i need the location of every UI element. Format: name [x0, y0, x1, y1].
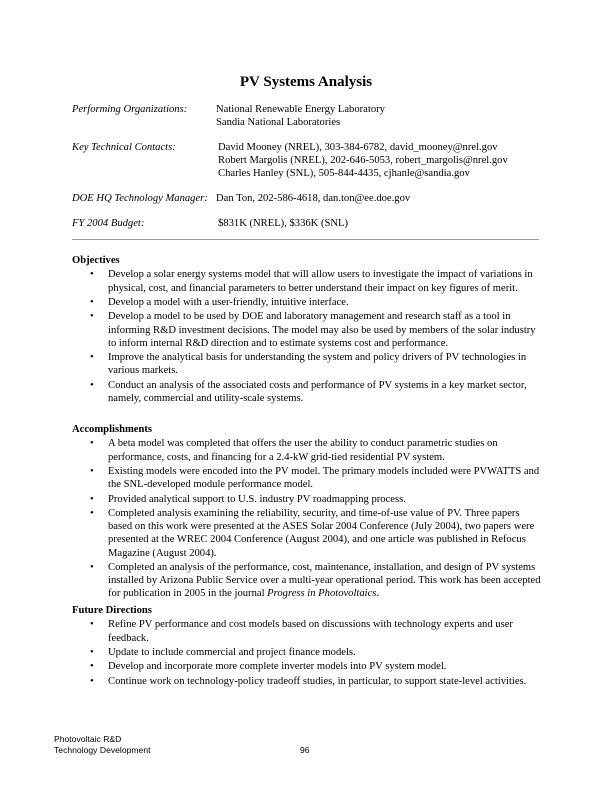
list-item: • Existing models were encoded into the PV model. The primary models included were PVWATTS and the SNL-developed module performance model.: [90, 465, 540, 491]
footer-program: [54, 734, 151, 756]
page-title: PV Systems Analysis: [239, 74, 373, 90]
budget-value: $831K (NREL), $336K (SNL): [218, 218, 349, 229]
bullet-icon: •: [90, 379, 94, 391]
bullet-icon: •: [90, 296, 94, 308]
bullet-icon: •: [90, 619, 94, 631]
bullet-icon: •: [90, 438, 94, 450]
bullet-icon: •: [90, 352, 94, 364]
contact-margolis: Robert Margolis (NREL), 202-646-5053, robert_margolis@nrel.gov: [218, 155, 508, 166]
page-number: 96: [300, 745, 310, 755]
bullet-icon: •: [90, 646, 94, 658]
organization-sandia: Sandia National Laboratories: [216, 117, 341, 128]
objectives-section: [72, 254, 542, 405]
doe-manager-value: Dan Ton, 202-586-4618, dan.ton@ee.doe.gov: [216, 193, 411, 204]
budget-label: FY 2004 Budget:: [72, 218, 145, 229]
organization-nrel: National Renewable Energy Laboratory: [216, 104, 385, 115]
horizontal-divider: [72, 239, 539, 240]
footer-line-2: Technology Development: [54, 745, 151, 755]
contact-mooney: David Mooney (NREL), 303-384-6782, david_mooney@nrel.gov: [218, 142, 498, 153]
bullet-icon: •: [90, 661, 94, 673]
list-item: • Continue work on technology-policy tradeoff studies, in particular, to support state-level activities.: [90, 675, 527, 687]
contact-hanley: Charles Hanley (SNL), 505-844-4435, cjhanle@sandia.gov: [218, 168, 470, 179]
list-item: • Develop a model to be used by DOE and laboratory management and research staff as a tool in informing R&D investment decisions. The model may also be used by members of the solar industry to inform internal R&D direction and to estimate systems cost and performance.: [90, 311, 536, 349]
list-item: • Conduct an analysis of the associated costs and performance of PV systems in a key market sector, namely, commercial and utility-scale systems.: [90, 379, 527, 404]
bullet-icon: •: [90, 675, 94, 687]
list-item: • Update to include commercial and project finance models.: [90, 646, 356, 658]
objectives-heading: Objectives: [72, 255, 120, 266]
bullet-icon: •: [90, 311, 94, 323]
bullet-icon: •: [90, 493, 94, 505]
list-item: • Improve the analytical basis for understanding the system and policy drivers of PV technologies in various markets.: [90, 352, 527, 377]
accomplishments-section: [72, 423, 542, 601]
list-item: • Develop and incorporate more complete inverter models into PV system model.: [90, 661, 447, 673]
list-item: • Develop a solar energy systems model that will allow users to investigate the impact of variations in physical, cost, and financial parameters to better understand their impact on key figures of merit.: [90, 269, 533, 294]
list-item: • Refine PV performance and cost models based on discussions with technology experts and user feedback.: [90, 619, 513, 644]
list-item: • A beta model was completed that offers the user the ability to conduct parametric studies on performance, costs, and financing for a 2.4-kW grid-tied residential PV system.: [90, 438, 498, 463]
list-item: • Completed an analysis of the performance, cost, maintenance, installation, and design of PV systems installed by Arizona Public Service over a multi-year operational period. This work has been accepted for publication in 2005 in the journal Progress in Photovoltaics.: [90, 561, 541, 600]
list-item: • Develop a model with a user-friendly, intuitive interface.: [90, 296, 349, 308]
accomplishments-heading: Accomplishments: [72, 424, 153, 435]
list-item: • Provided analytical support to U.S. industry PV roadmapping process.: [90, 493, 406, 505]
doe-manager-label: DOE HQ Technology Manager:: [72, 193, 208, 204]
key-technical-contacts-label: Key Technical Contacts:: [72, 142, 176, 153]
bullet-icon: •: [90, 269, 94, 281]
footer-line-1: Photovoltaic R&D: [54, 734, 122, 744]
future-directions-section: [72, 604, 542, 688]
bullet-icon: •: [90, 507, 94, 519]
performing-organizations-label: Performing Organizations:: [72, 104, 188, 115]
journal-title: Progress in Photovoltaics: [267, 588, 377, 600]
future-directions-heading: Future Directions: [72, 605, 152, 616]
list-item: • Completed analysis examining the reliability, security, and time-of-use value of PV. Three papers based on this work were presented at the ASES Solar 2004 Conference (July 2004), two papers were presented at the WREC 2004 Conference (August 2004), and one article was published in Refocus Magazine (August 2004).: [90, 507, 535, 559]
bullet-icon: •: [90, 561, 94, 573]
bullet-icon: •: [90, 465, 94, 477]
